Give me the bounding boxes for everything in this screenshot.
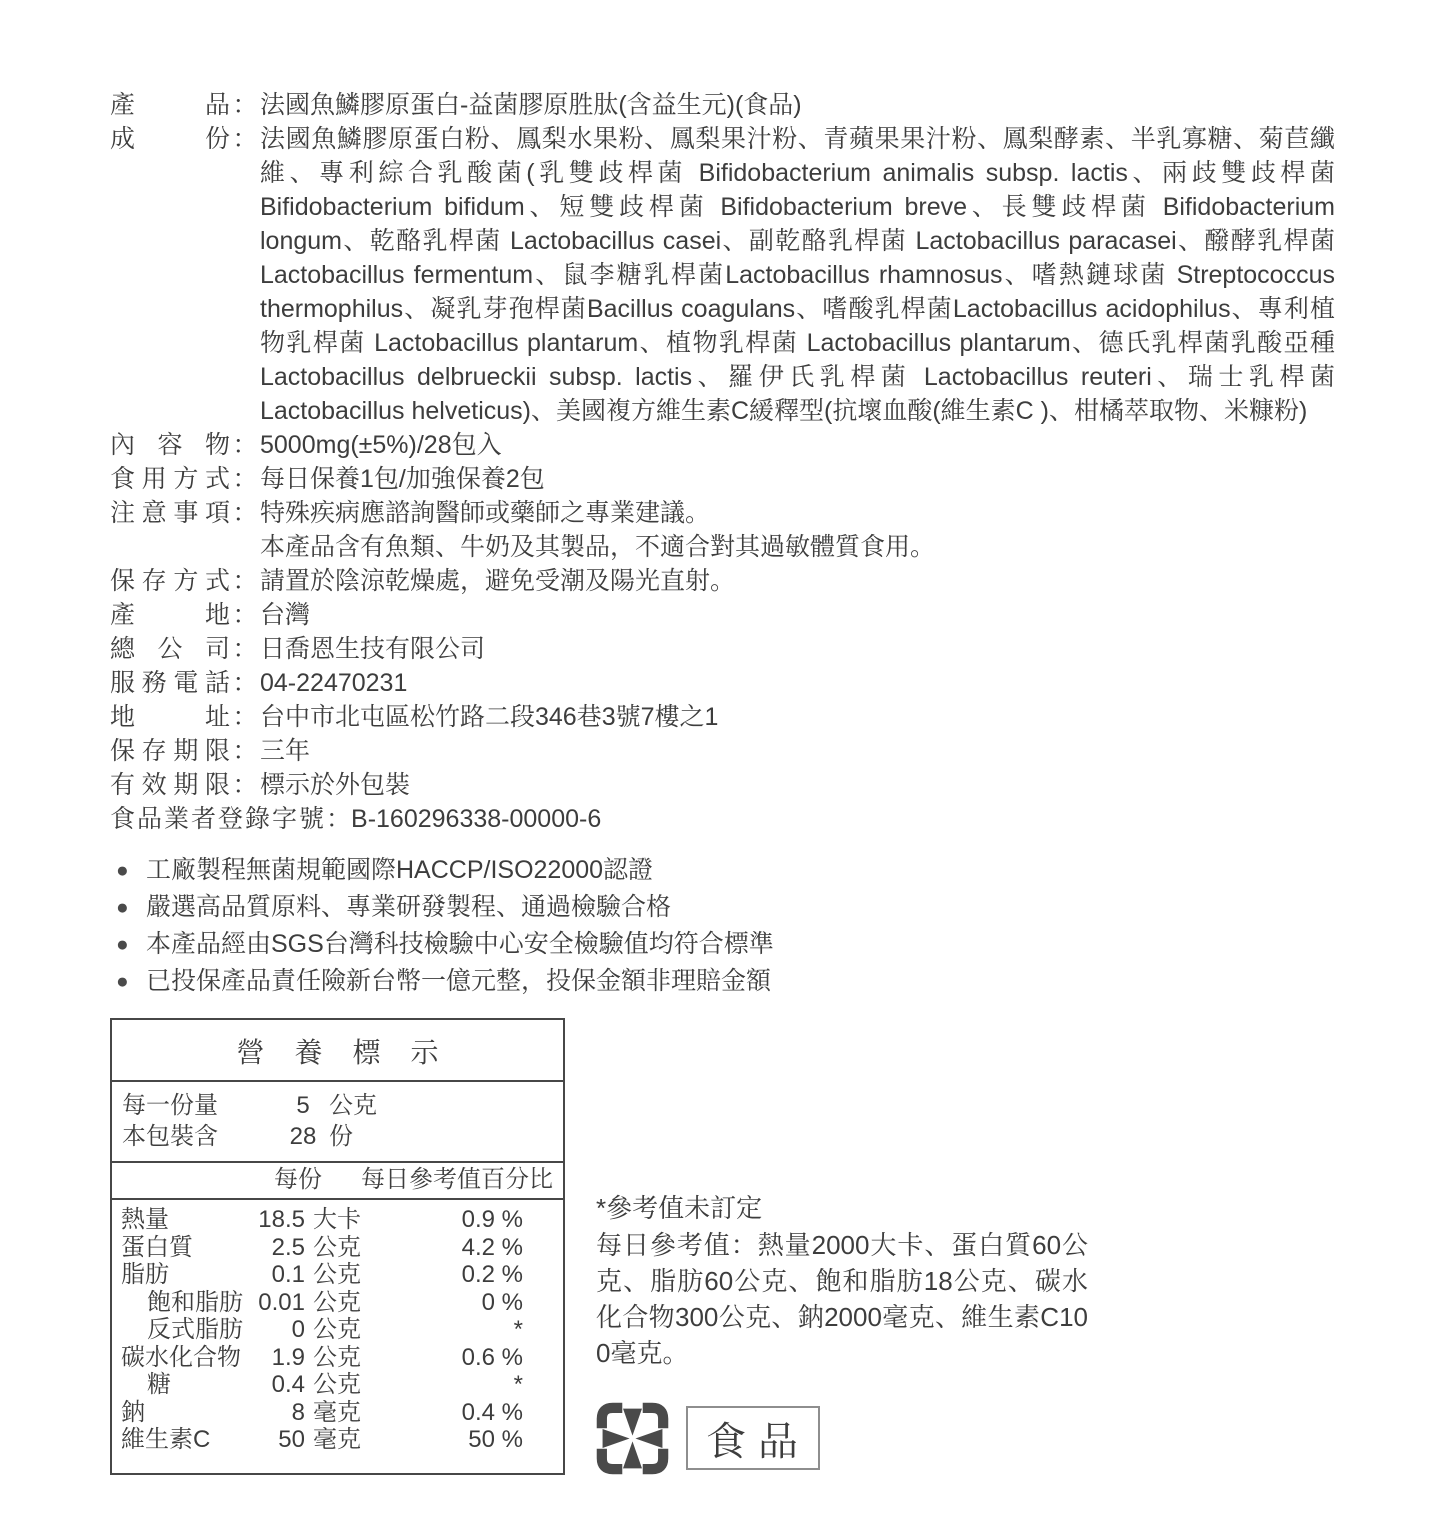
field-value: 台灣 bbox=[260, 601, 311, 629]
col-header-daily-pct: 每日參考值百分比 bbox=[361, 1166, 553, 1193]
nutrient-daily-pct: 0.6 % bbox=[461, 1343, 523, 1371]
field-company bbox=[110, 632, 1335, 666]
footnote: *參考值未訂定 bbox=[596, 1193, 763, 1223]
nutrition-title-text: 營養標示 bbox=[236, 1037, 469, 1068]
field-colon: ： bbox=[326, 805, 352, 833]
nutrient-amount bbox=[256, 1234, 361, 1262]
field-label: 總公司 bbox=[110, 635, 230, 663]
list-item bbox=[110, 926, 1335, 963]
nutrient-daily-pct: * bbox=[513, 1371, 523, 1398]
field-registration-number bbox=[110, 802, 1335, 836]
field-expiry bbox=[110, 768, 1335, 802]
amount-number: 50 bbox=[278, 1426, 305, 1453]
field-label: 產地 bbox=[110, 601, 230, 629]
nutrient-name: 飽和脂肪 bbox=[147, 1288, 243, 1316]
field-shelf-life bbox=[110, 734, 1335, 768]
field-colon: ： bbox=[232, 669, 258, 697]
precaution-line-2: 本產品含有魚類、牛奶及其製品，不適合對其過敏體質食用。 bbox=[260, 533, 936, 561]
product-info-section bbox=[110, 88, 1335, 836]
field-label: 食用方式 bbox=[110, 465, 230, 493]
field-value: 5000mg(±5%)/28包入 bbox=[260, 431, 502, 459]
serving-value: 5 bbox=[296, 1092, 310, 1119]
list-item bbox=[110, 852, 1335, 889]
serving-size-row bbox=[122, 1090, 553, 1121]
amount-unit: 公克 bbox=[313, 1343, 361, 1371]
field-label: 食品業者登錄字號 bbox=[110, 805, 327, 833]
field-colon: ： bbox=[232, 431, 258, 459]
field-label: 注意事項 bbox=[110, 499, 230, 527]
nutrient-name: 糖 bbox=[147, 1371, 171, 1398]
bullet-text: 本產品經由SGS台灣科技檢驗中心安全檢驗值均符合標準 bbox=[146, 930, 774, 958]
nutrition-row bbox=[112, 1206, 563, 1234]
serving-label: 本包裝含 bbox=[122, 1123, 218, 1150]
field-colon: ： bbox=[232, 635, 258, 663]
bullet-text: 工廠製程無菌規範國際HACCP/ISO22000認證 bbox=[146, 856, 654, 884]
amount-unit: 毫克 bbox=[313, 1426, 361, 1453]
nutrition-row bbox=[112, 1344, 563, 1372]
field-label: 內容物 bbox=[110, 431, 230, 459]
amount-unit: 公克 bbox=[313, 1288, 361, 1316]
field-label: 成份 bbox=[110, 125, 230, 153]
field-colon: ： bbox=[232, 601, 258, 629]
field-usage bbox=[110, 462, 1335, 496]
list-item bbox=[110, 963, 1335, 1000]
field-value: 請置於陰涼乾燥處，避免受潮及陽光直射。 bbox=[260, 567, 736, 595]
field-net-content bbox=[110, 428, 1335, 462]
nutrient-name: 鈉 bbox=[121, 1398, 145, 1426]
nutrition-row bbox=[112, 1234, 563, 1262]
field-value: 每日保養1包/加強保養2包 bbox=[260, 465, 545, 493]
field-value: B-160296338-00000-6 bbox=[351, 805, 602, 833]
nutrient-daily-pct: 0.9 % bbox=[461, 1206, 523, 1233]
serving-info bbox=[112, 1082, 563, 1163]
field-value bbox=[260, 496, 1335, 564]
servings-per-pack-row bbox=[122, 1121, 553, 1152]
field-colon: ： bbox=[232, 771, 258, 799]
field-label: 服務電話 bbox=[110, 669, 230, 697]
daily-reference-note: 每日參考值：熱量2000大卡、蛋白質60公克、脂肪60公克、飽和脂肪18公克、碳水化合物300公克、鈉2000毫克、維生素C100毫克。 bbox=[596, 1230, 1088, 1368]
field-ingredients bbox=[110, 122, 1335, 428]
nutrient-daily-pct: 0.4 % bbox=[461, 1398, 523, 1426]
serving-unit: 份 bbox=[329, 1123, 353, 1150]
reference-notes-column bbox=[596, 1018, 1096, 1475]
bullet-icon: ● bbox=[116, 933, 129, 956]
amount-unit: 公克 bbox=[313, 1371, 361, 1398]
amount-number: 0.4 bbox=[271, 1371, 305, 1398]
nutrient-amount bbox=[256, 1316, 361, 1344]
recycling-icon bbox=[596, 1402, 669, 1475]
bullet-text: 已投保產品責任險新台幣一億元整，投保金額非理賠金額 bbox=[146, 967, 772, 995]
field-value: 法國魚鱗膠原蛋白粉、鳳梨水果粉、鳳梨果汁粉、青蘋果果汁粉、鳳梨酵素、半乳寡糖、菊苣纖維、專利綜合乳酸菌(乳雙歧桿菌 Bifidobacterium animalis subsp. lactis、兩歧雙歧桿菌 Bifidobacterium bifidum、短雙歧桿菌 Bifidobacterium breve、長雙歧桿菌 Bifidobacterium longum、乾酪乳桿菌 Lactobacillus casei、副乾酪乳桿菌 Lactobacillus paracasei、醱酵乳桿菌Lactobacillus fermentum、鼠李糖乳桿菌Lactobacillus rhamnosus、嗜熱鏈球菌 Streptococcus thermophilus、凝乳芽孢桿菌Bacillus coagulans、嗜酸乳桿菌Lactobacillus acidophilus、專利植物乳桿菌 Lactobacillus plantarum、植物乳桿菌 Lactobacillus plantarum、德氏乳桿菌乳酸亞種 Lactobacillus delbrueckii subsp. lactis、羅伊氏乳桿菌 Lactobacillus reuteri、瑞士乳桿菌 Lactobacillus helveticus)、美國複方維生素C緩釋型(抗壞血酸(維生素C )、柑橘萃取物、米糠粉) bbox=[260, 125, 1335, 425]
field-value: 04-22470231 bbox=[260, 669, 408, 697]
bullet-icon: ● bbox=[116, 896, 129, 919]
amount-unit: 毫克 bbox=[313, 1398, 361, 1426]
nutrient-amount bbox=[256, 1289, 361, 1317]
amount-number: 0.01 bbox=[258, 1288, 305, 1316]
field-value: 法國魚鱗膠原蛋白-益菌膠原胜肽(含益生元)(食品) bbox=[260, 91, 802, 119]
field-precautions bbox=[110, 496, 1335, 564]
amount-number: 8 bbox=[291, 1398, 305, 1426]
nutrient-daily-pct: 0 % bbox=[481, 1288, 523, 1316]
field-value: 標示於外包裝 bbox=[260, 771, 411, 799]
nutrient-daily-pct: 4.2 % bbox=[461, 1233, 523, 1261]
amount-unit: 公克 bbox=[313, 1316, 361, 1343]
field-product bbox=[110, 88, 1335, 122]
amount-number: 1.9 bbox=[271, 1343, 305, 1371]
bullet-text: 嚴選高品質原料、專業研發製程、通過檢驗合格 bbox=[146, 893, 672, 921]
nutrient-name: 蛋白質 bbox=[121, 1233, 193, 1261]
field-origin bbox=[110, 598, 1335, 632]
amount-number: 2.5 bbox=[271, 1233, 305, 1261]
amount-number: 18.5 bbox=[258, 1206, 305, 1233]
nutrient-amount bbox=[256, 1371, 361, 1399]
nutrition-table bbox=[110, 1018, 565, 1475]
field-label: 地址 bbox=[110, 703, 230, 731]
nutrient-amount bbox=[256, 1399, 361, 1427]
field-colon: ： bbox=[232, 91, 258, 119]
package-marks bbox=[596, 1402, 1096, 1475]
field-value: 台中市北屯區松竹路二段346巷3號7樓之1 bbox=[260, 703, 719, 731]
bullet-icon: ● bbox=[116, 859, 129, 882]
nutrient-amount bbox=[256, 1344, 361, 1372]
nutrition-rows bbox=[112, 1200, 563, 1463]
field-colon: ： bbox=[232, 703, 258, 731]
field-label: 保存期限 bbox=[110, 737, 230, 765]
field-colon: ： bbox=[232, 737, 258, 765]
nutrition-row bbox=[112, 1289, 563, 1317]
field-colon: ： bbox=[232, 125, 258, 153]
field-label: 保存方式 bbox=[110, 567, 230, 595]
amount-unit: 公克 bbox=[313, 1261, 361, 1288]
field-address bbox=[110, 700, 1335, 734]
nutrition-column-headers bbox=[112, 1163, 563, 1200]
nutrient-amount bbox=[256, 1261, 361, 1289]
field-value: 日喬恩生技有限公司 bbox=[260, 635, 486, 663]
amount-unit: 公克 bbox=[313, 1233, 361, 1261]
food-category-label: 食品 bbox=[706, 1419, 810, 1464]
nutrient-daily-pct: 0.2 % bbox=[461, 1261, 523, 1288]
col-header-per-serving: 每份 bbox=[274, 1166, 322, 1193]
nutrient-name: 熱量 bbox=[121, 1206, 169, 1233]
nutrient-name: 反式脂肪 bbox=[147, 1316, 243, 1343]
field-colon: ： bbox=[232, 499, 258, 527]
amount-number: 0.1 bbox=[271, 1261, 305, 1288]
nutrition-row bbox=[112, 1426, 563, 1454]
nutrition-row bbox=[112, 1316, 563, 1344]
nutrient-name: 脂肪 bbox=[121, 1261, 169, 1288]
field-colon: ： bbox=[232, 465, 258, 493]
serving-value: 28 bbox=[289, 1123, 317, 1150]
nutrient-daily-pct: 50 % bbox=[468, 1426, 523, 1453]
nutrient-amount bbox=[256, 1206, 361, 1234]
nutrient-name: 維生素C bbox=[121, 1426, 211, 1453]
nutrient-daily-pct: * bbox=[513, 1316, 523, 1343]
field-storage bbox=[110, 564, 1335, 598]
amount-unit: 大卡 bbox=[313, 1206, 361, 1233]
field-label: 有效期限 bbox=[110, 771, 230, 799]
bottom-section bbox=[110, 1018, 1335, 1475]
nutrient-name: 碳水化合物 bbox=[121, 1343, 241, 1371]
amount-number: 0 bbox=[291, 1316, 305, 1343]
nutrition-row bbox=[112, 1371, 563, 1399]
nutrient-amount bbox=[256, 1426, 361, 1454]
nutrition-row bbox=[112, 1399, 563, 1427]
certification-bullet-list bbox=[110, 852, 1335, 1000]
food-category-mark bbox=[686, 1406, 820, 1470]
nutrition-row bbox=[112, 1261, 563, 1289]
bullet-icon: ● bbox=[116, 970, 129, 993]
field-value: 三年 bbox=[260, 737, 311, 765]
serving-label: 每一份量 bbox=[122, 1092, 218, 1119]
field-colon: ： bbox=[232, 567, 258, 595]
field-label: 產品 bbox=[110, 91, 230, 119]
serving-unit: 公克 bbox=[329, 1092, 377, 1119]
field-service-phone bbox=[110, 666, 1335, 700]
nutrition-title bbox=[112, 1020, 563, 1082]
precaution-line-1: 特殊疾病應諮詢醫師或藥師之專業建議。 bbox=[260, 499, 711, 527]
list-item bbox=[110, 889, 1335, 926]
